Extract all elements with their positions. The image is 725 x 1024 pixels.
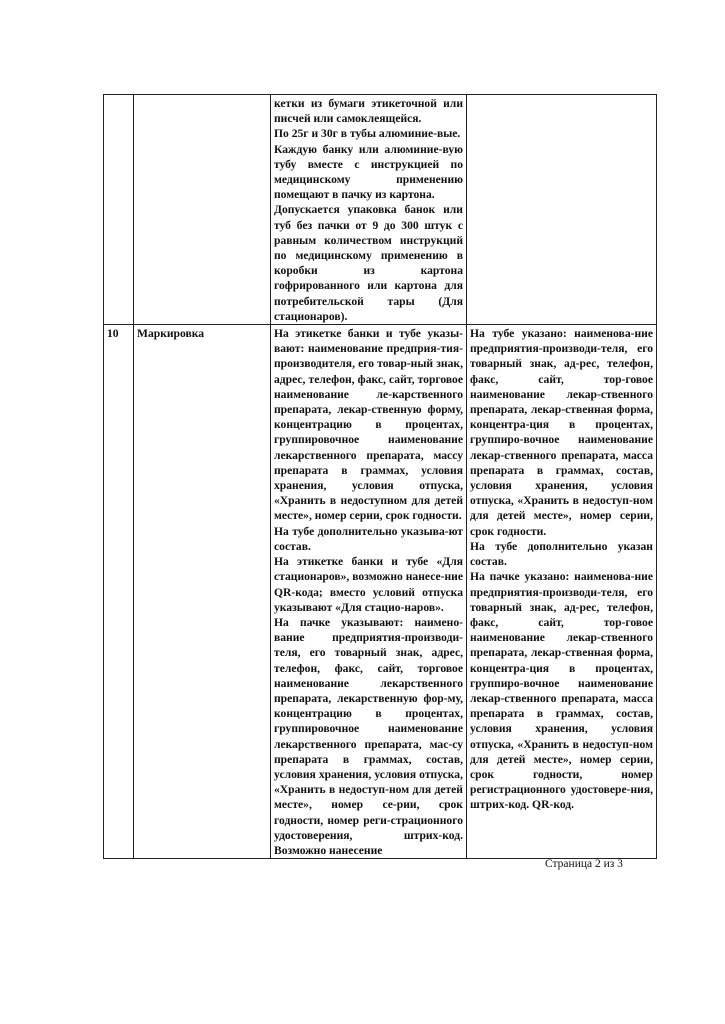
row-name-cell: Маркировка	[134, 325, 271, 859]
page-number-footer: Страница 2 из 3	[545, 858, 623, 870]
row-name-cell	[134, 95, 271, 325]
text-paragraph: На этикетке банки и тубе указы-вают: наименование предприя-тия-производителя, его товар-ный знак, адрес, телефон, факс, сайт, торговое наименование ле-карственного препарата, лекар-ственную форму, концентрацию в процентах, группировочное наименование лекарственного препарата, массу препарата в граммах, условия хранения, условия отпуска, «Хранить в недоступном для детей месте», номер серии, срок годности.	[274, 327, 463, 523]
row-number-cell	[104, 95, 134, 325]
table-row-packaging-continued	[104, 95, 657, 325]
text-paragraph: На пачке указывают: наимено-вание предприятия-производи-теля, его товарный знак, адрес, телефон, факс, сайт, торговое наименование лекарственного препарата, лекарственную фор-му, концентрацию в процентах, группировочное наименование лекарственного препарата, мас-су препарата в граммах, состав, условия хранения, условия отпуска, «Хранить в недоступ-ном для детей месте», номер се-рии, срок годности, номер реги-страционного удостоверения, штрих-код. Возможно нанесение	[274, 615, 463, 857]
table-row-labeling	[104, 325, 657, 859]
actual-text-cell	[467, 325, 657, 859]
text-paragraph: На тубе дополнительно указыва-ют состав.	[274, 524, 463, 553]
row-number-cell: 10	[104, 325, 134, 859]
specification-table	[103, 94, 657, 859]
text-paragraph: На тубе дополнительно указан состав.	[470, 539, 653, 569]
text-paragraph: На этикетке банки и тубе «Для стационаров», возможно нанесе-ние QR-кода; вместо условий отпуска указывают «Для стацио-наров».	[274, 555, 463, 614]
text-paragraph: Допускается упаковка банок или туб без пачки от 9 до 300 штук с равным количеством инструкций по медицинскому применению в коробки из картона гофрированного или картона для потребительской тары (Для стационаров).	[274, 203, 463, 323]
text-paragraph: По 25г и 30г в тубы алюминие-вые.	[274, 127, 461, 141]
text-paragraph: кетки из бумаги этикеточной или писчей или самоклеящейся.	[274, 97, 463, 126]
text-paragraph: На тубе указано: наименова-ние предприятия-производи-теля, его товарный знак, ад-рес, телефон, факс, сайт, тор-говое наименование лекар-ственного препарата, лекар-ственная форма, концентра-ция в процентах, группиро-вочное наименование лекар-ственного препарата, масса препарата в граммах, состав, условия хранения, условия отпуска, «Хранить в недоступ-ном для детей месте», номер серии, срок годности.	[470, 327, 653, 538]
text-paragraph: На пачке указано: наименова-ние предприятия-производи-теля, его товарный знак, ад-рес, телефон, факс, сайт, тор-говое наименование лекар-ственного препарата, лекар-ственная форма, концентра-ция в процентах, группиро-вочное наименование лекар-ственного препарата, масса препарата в граммах, состав, условия хранения, условия отпуска, «Хранить в недоступ-ном для детей месте», номер серии, срок годности, номер регистрационного удостовере-ния, штрих-код. QR-код.	[470, 570, 653, 812]
actual-text-cell	[467, 95, 657, 325]
requirement-text-cell	[271, 95, 467, 325]
text-paragraph: Каждую банку или алюминие-вую тубу вместе с инструкцией по медицинскому применению помещают в пачку из картона.	[274, 142, 463, 202]
requirement-text-cell	[271, 325, 467, 859]
